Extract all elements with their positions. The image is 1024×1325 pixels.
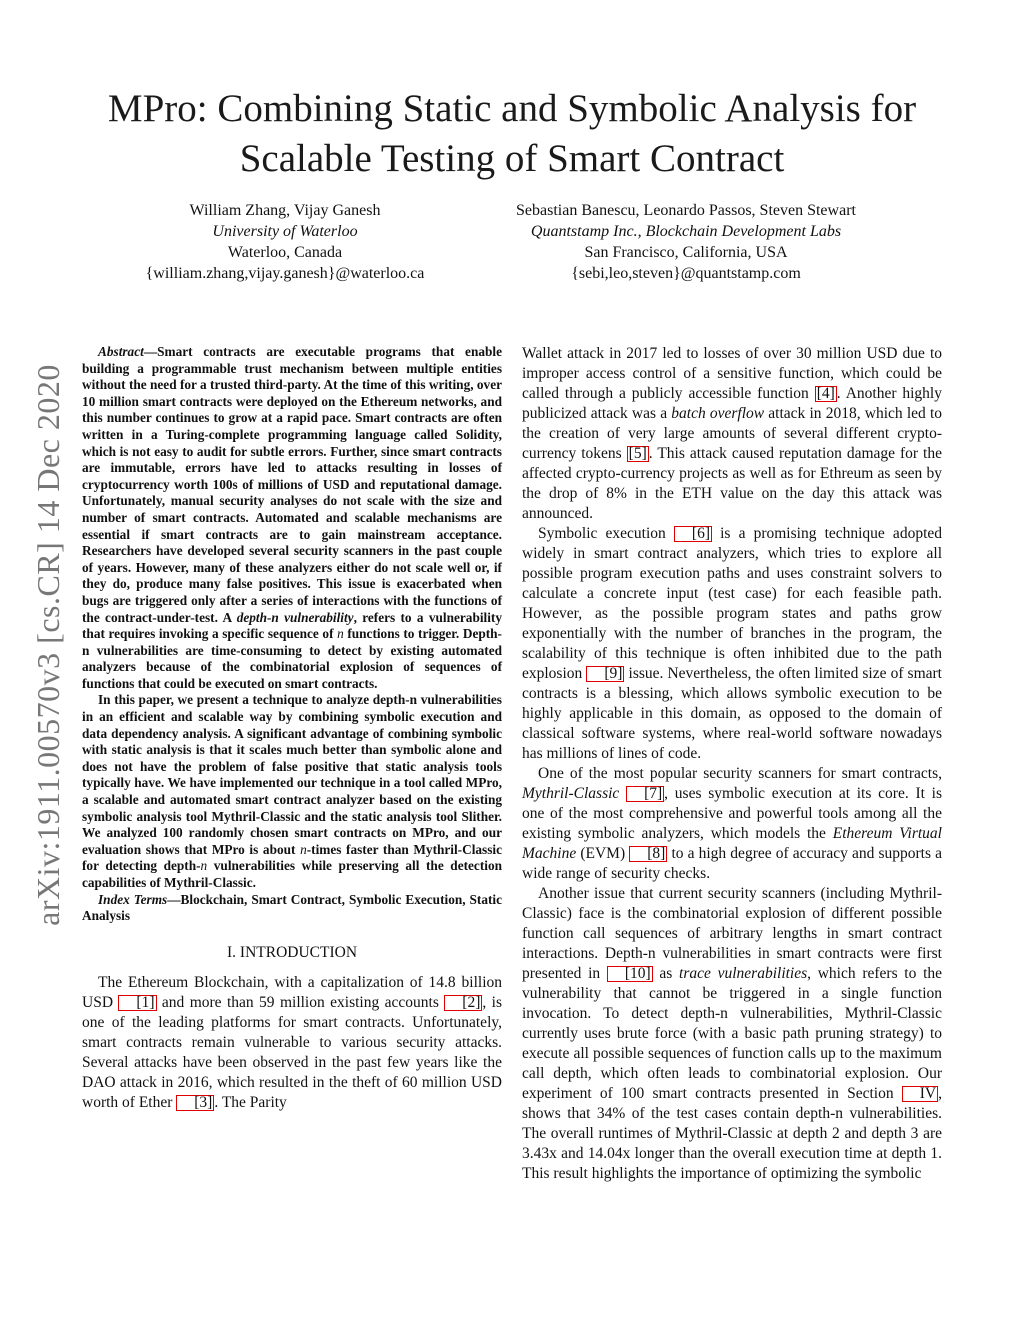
index-terms: Index Terms—Blockchain, Smart Contract, Symbolic Execution, Static Analysis xyxy=(82,891,502,924)
citation-link[interactable]: [3] xyxy=(176,1095,214,1111)
abstract xyxy=(82,344,502,925)
citation-link[interactable]: [6] xyxy=(674,526,712,542)
author-email: {sebi,leo,steven}@quantstamp.com xyxy=(571,265,801,282)
author-names: William Zhang, Vijay Ganesh xyxy=(189,202,381,219)
author-affiliation: Quantstamp Inc., Blockchain Development Labs xyxy=(530,223,842,240)
abstract-paragraph-2: In this paper, we present a technique to analyze depth-n vulnerabilities in an efficient and scalable way by combining symbolic execution and data dependency analysis. A significant advantage of combining symbolic with static analysis is that it scales much better than symbolic alone and does not have the problem of false positive that static analysis tools typically have. We have implemented our technique in a tool called MPro, a scalable and automated smart contract analyzer based on the existing symbolic analysis tool Mythril-Classic and the static analysis tool Slither. We analyzed 100 randomly chosen smart contracts on MPro, and our evaluation shows that MPro is about n-times faster than Mythril-Classic for detecting depth-n vulnerabilities while preserving all the detection capabilities of Mythril-Classic. xyxy=(82,692,503,890)
citation-link[interactable]: [1] xyxy=(118,995,156,1011)
body-paragraph-4: Another issue that current security scanners (including Mythril-Classic) face is the combinatorial explosion of different possible function call sequences of arbitrary lengths in smart contract interactions. Depth-n vulnerabilities in smart contracts were first presented in [10] as trace vulnerabilities, which refers to the vulnerability that cannot be triggered in a single function invocation. To detect depth-n vulnerabilities, Mythril-Classic currently uses brute force (with a basic path pruning strategy) to execute all possible sequences of function calls up to the maximum call depth, which often leads to combinatorial explosion. Our experiment of 100 smart contracts presented in Section IV , shows that 34% of the test cases contain depth-n vulnerabilities. The overall runtimes of Mythril-Classic at depth 2 and depth 3 are 3.43x and 14.04x longer than the overall execution time at depth 1. This result highlights the importance of optimizing the symbolic xyxy=(522,885,943,1182)
citation-link[interactable]: [9] xyxy=(586,666,624,682)
title-line-2: Scalable Testing of Smart Contract xyxy=(239,137,785,180)
abstract-paragraph-1: Abstract—Smart contracts are executable programs that enable building a programmable trust mechanism between multiple entities without the need for a trusted third-party. At the time of this writing, over 10 million smart contracts were deployed on the Ethereum networks, and this number continues to grow at a rapid pace. Smart contracts are often written in a Turing-complete programming language called Solidity, which is not easy to audit for subtle errors. Further, since smart contracts are immutable, errors have led to attacks resulting in losses of cryptocurrency worth 100s of millions of USD and reputational damage. Unfortunately, manual security analyses do not scale with the size and number of smart contracts. Automated and scalable mechanisms are essential if smart contracts are to gain mainstream acceptance. Researchers have developed several security scanners in the past couple of years. However, many of these analyzers either do not scale well or, if they do, produce many false positives. This issue is exacerbated when bugs are triggered only after a series of interactions with the functions of the contract-under-test. A depth-n vulnerability, refers to a vulnerability that requires invoking a specific sequence of n functions to trigger. Depth-n vulnerabilities are time-consuming to detect by existing automated analyzers because of the combinatorial explosion of sequences of functions that could be executed on smart contracts. xyxy=(82,344,502,691)
author-location: Waterloo, Canada xyxy=(227,244,343,261)
citation-link[interactable]: [10] xyxy=(607,966,653,982)
citation-link[interactable]: [7] xyxy=(626,786,664,802)
body-paragraph-2: Symbolic execution [6] is a promising technique adopted widely in smart contract analyzers, which tries to explore all possible program execution paths and uses constraint solvers to calculate a concrete input (test case) for each feasible path. However, as the possible program states and paths grow exponentially with the number of branches in the program, the scalability of this technique is often inhibited due to the path explosion [9] issue. Nevertheless, the often limited size of smart contracts is a blessing, which allows symbolic execution to be highly applicable in this domain, as opposed to the domain of classical software systems, where real-world software nowadays has millions of lines of code. xyxy=(522,525,943,762)
author-email: {william.zhang,vijay.ganesh}@waterloo.ca xyxy=(145,265,425,282)
left-column xyxy=(82,344,502,1113)
section-heading-introduction: I. INTRODUCTION xyxy=(226,943,358,961)
citation-link[interactable]: [2] xyxy=(444,995,482,1011)
right-column xyxy=(522,344,942,1184)
author-names: Sebastian Banescu, Leonardo Passos, Steven Stewart xyxy=(516,202,856,219)
author-location: San Francisco, California, USA xyxy=(584,244,788,261)
citation-link[interactable]: [4] xyxy=(816,385,835,402)
intro-text-left xyxy=(82,973,502,1113)
section-link[interactable]: IV xyxy=(902,1086,938,1102)
abstract-label: Abstract xyxy=(98,344,144,359)
body-paragraph-3: One of the most popular security scanners for smart contracts, Mythril-Classic [7] , uses symbolic execution at its core. It is one of the most comprehensive and powerful tools among all the existing symbolic analyzers, which models the Ethereum Virtual Machine (EVM) [8] to a high degree of accuracy and supports a wide range of security checks. xyxy=(522,765,943,882)
title-line-1: MPro: Combining Static and Symbolic Analysis for xyxy=(107,87,917,130)
citation-link[interactable]: [8] xyxy=(629,846,667,862)
arxiv-stamp: arXiv:1911.00570v3 [cs.CR] 14 Dec 2020 xyxy=(30,364,66,926)
intro-paragraph: The Ethereum Blockchain, with a capitalization of 14.8 billion USD [1] and more than 59 million existing accounts [2] , is one of the leading platforms for smart contracts. Unfortunately, smart contracts remain vulnerable to various security attacks. Several attacks have been observed in the past few years like the DAO attack in 2016, which resulted in the theft of 60 million USD worth of Ether [3] . The Parity xyxy=(82,973,502,1111)
author-block-left xyxy=(120,200,450,284)
author-block-right xyxy=(470,200,902,284)
citation-link[interactable]: [5] xyxy=(628,445,647,462)
author-affiliation: University of Waterloo xyxy=(212,223,358,240)
body-paragraph-1: Wallet attack in 2017 led to losses of over 30 million USD due to improper access control of a sensitive function, which could be called through a publicly accessible function [4] . Another highly publicized attack was a batch overflow attack in 2018, which led to the creation of very large amounts of several different crypto-currency tokens [5] . This attack caused reputation damage for the affected crypto-currency projects as well as for Ethreum as seen by the drop of 8% in the ETH value on the day this attack was announced. xyxy=(522,345,942,522)
paper-title xyxy=(60,84,964,184)
